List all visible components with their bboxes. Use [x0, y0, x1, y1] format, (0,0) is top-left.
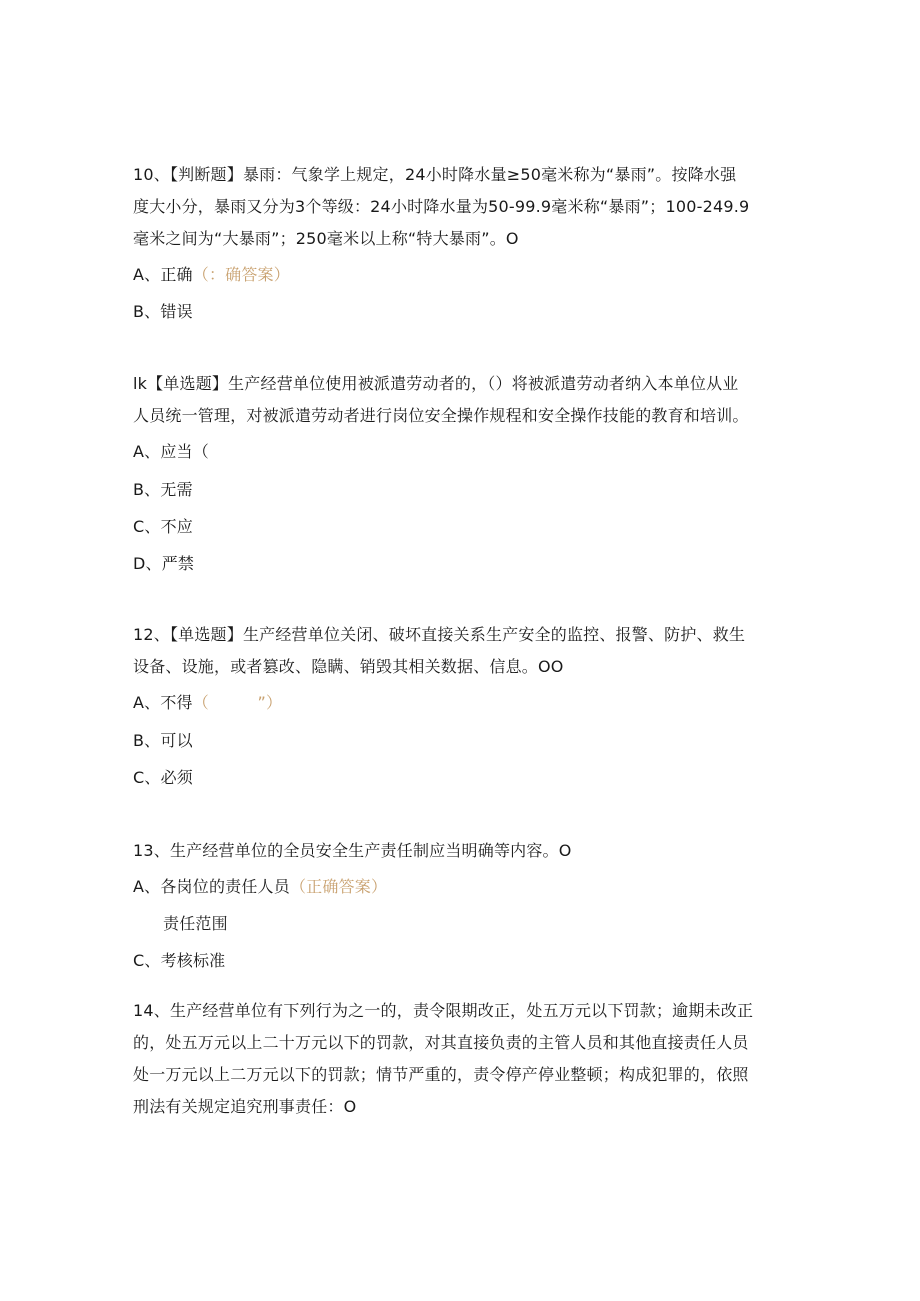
question-13-line-1: 13、生产经营单位的全员安全生产责任制应当明确等内容。O: [133, 841, 572, 860]
question-12-line-2: 设备、设施，或者篡改、隐瞒、销毁其相关数据、信息。OO: [133, 657, 564, 676]
option-text: C、考核标准: [133, 951, 226, 970]
option-text: A、不得: [133, 693, 193, 712]
question-11-option-d: [133, 554, 194, 574]
question-10-line-2: 度大小分，暴雨又分为3个等级：24小时降水量为50-99.9毫米称“暴雨”；100-249.9: [133, 197, 750, 216]
question-12-line-1: 12、【单选题】生产经营单位关闭、破坏直接关系生产安全的监控、报警、防护、救生: [133, 625, 746, 644]
option-text: B、错误: [133, 302, 193, 321]
question-10-option-a: [133, 265, 290, 285]
question-11-line-1: lk【单选题】生产经营单位使用被派遣劳动者的，（）将被派遣劳动者纳入本单位从业: [133, 374, 739, 393]
option-text: B、无需: [133, 480, 193, 499]
option-text: 责任范围: [163, 914, 228, 933]
question-10-line-3: 毫米之间为“大暴雨”；250毫米以上称“特大暴雨”。O: [133, 229, 519, 248]
question-10-line-1: 10、【判断题】暴雨：气象学上规定，24小时降水量≥50毫米称为“暴雨”。按降水强: [133, 165, 737, 184]
option-text: A、应当（: [133, 442, 209, 461]
option-text: C、必须: [133, 768, 193, 787]
question-14-line-1: 14、生产经营单位有下列行为之一的，责令限期改正，处五万元以下罚款；逾期未改正: [133, 1001, 754, 1020]
question-13-option-c: [133, 951, 225, 971]
question-11-option-a: [133, 442, 209, 462]
option-text: C、不应: [133, 517, 193, 536]
answer-marker: （ ”）: [192, 693, 283, 712]
question-14-line-2: 的，处五万元以上二十万元以下的罚款，对其直接负责的主管人员和其他直接责任人员: [133, 1033, 749, 1052]
question-11-option-c: [133, 517, 193, 537]
option-text: B、可以: [133, 731, 193, 750]
question-11-option-b: [133, 480, 193, 500]
question-11-line-2: 人员统一管理，对被派遣劳动者进行岗位安全操作规程和安全操作技能的教育和培训。: [133, 406, 749, 425]
question-13-option-a: [133, 877, 387, 897]
answer-marker: （正确答案）: [289, 877, 388, 896]
question-14-line-3: 处一万元以上二万元以下的罚款；情节严重的，责令停产停业整顿；构成犯罪的，依照: [133, 1065, 749, 1084]
option-text: D、严禁: [133, 554, 195, 573]
question-10-option-b: [133, 302, 193, 322]
question-14-line-4: 刑法有关规定追究刑事责任：O: [133, 1097, 357, 1116]
option-text: A、正确: [133, 265, 193, 284]
answer-marker: （：确答案）: [192, 265, 290, 284]
option-text: A、各岗位的责任人员: [133, 877, 290, 896]
question-12-option-a: [133, 693, 282, 713]
question-12-option-b: [133, 731, 193, 751]
question-13-option-b: [163, 914, 228, 934]
question-12-option-c: [133, 768, 193, 788]
